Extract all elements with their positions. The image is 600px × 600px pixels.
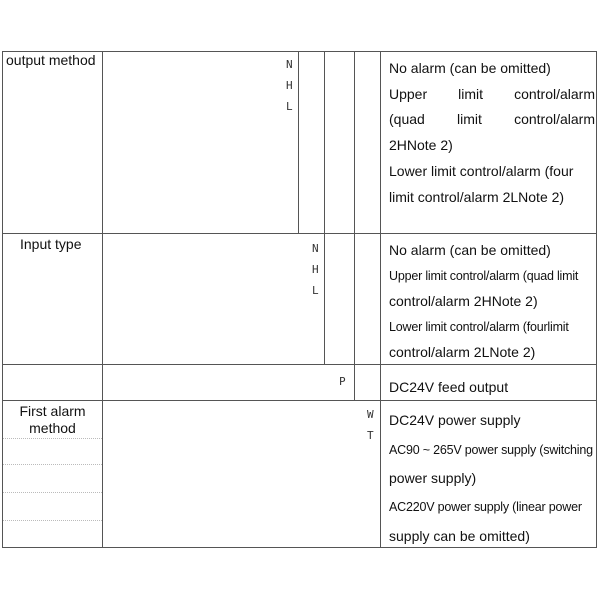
code-letter: N	[312, 242, 319, 255]
code-subcolumn-line	[298, 51, 299, 233]
code-subcolumn-line	[354, 233, 355, 364]
code-letter: N	[286, 58, 293, 71]
code-letter: T	[367, 429, 374, 442]
description-line: AC220V power supply (linear power	[389, 500, 582, 514]
description-line: Lower limit control/alarm (fourlimit	[389, 320, 569, 334]
description-line: 2HNote 2)	[389, 137, 453, 153]
code-letter: W	[367, 408, 374, 421]
description-line: No alarm (can be omitted)	[389, 242, 551, 258]
description-line: Lower limit control/alarm (four	[389, 163, 574, 179]
code-subcolumn-line	[354, 364, 355, 400]
row-label-line: First alarm	[19, 403, 86, 419]
code-subcolumn-line	[324, 51, 325, 233]
description-line: (quad limit control/alarm	[389, 111, 595, 127]
description-line: AC90 ~ 265V power supply (switching	[389, 443, 593, 457]
code-letter: L	[312, 284, 319, 297]
label-column-divider	[102, 51, 103, 548]
code-letter: H	[286, 79, 293, 92]
row-divider	[2, 364, 597, 365]
description-line: supply can be omitted)	[389, 528, 530, 544]
description-line: DC24V power supply	[389, 412, 521, 428]
description-line: control/alarm 2HNote 2)	[389, 293, 538, 309]
dotted-separator	[3, 464, 102, 465]
row-label-first-alarm-method	[3, 403, 102, 437]
description-line: limit control/alarm 2LNote 2)	[389, 189, 565, 205]
code-column-divider	[380, 51, 381, 548]
dotted-separator	[3, 492, 102, 493]
table-border-bottom	[2, 547, 597, 548]
code-subcolumn-line	[354, 51, 355, 233]
dotted-separator	[3, 520, 102, 521]
code-letter: P	[339, 375, 346, 388]
description-line: Upper limit control/alarm (quad limit	[389, 269, 579, 283]
table-border-left	[2, 51, 3, 548]
row-divider	[2, 233, 597, 234]
row-label-line: method	[29, 420, 76, 436]
description-line: control/alarm 2LNote 2)	[389, 344, 536, 360]
row-label-input-type: Input type	[20, 236, 82, 252]
description-line: Upper limit control/alarm	[389, 86, 595, 102]
description-line: No alarm (can be omitted)	[389, 60, 551, 76]
code-subcolumn-line	[324, 233, 325, 364]
code-letter: H	[312, 263, 319, 276]
row-divider	[2, 400, 597, 401]
row-label-output-method: output method	[6, 52, 96, 68]
table-border-right	[596, 51, 597, 548]
dotted-separator	[3, 438, 102, 439]
code-letter: L	[286, 100, 293, 113]
description-line: DC24V feed output	[389, 379, 509, 395]
description-line: power supply)	[389, 470, 477, 486]
